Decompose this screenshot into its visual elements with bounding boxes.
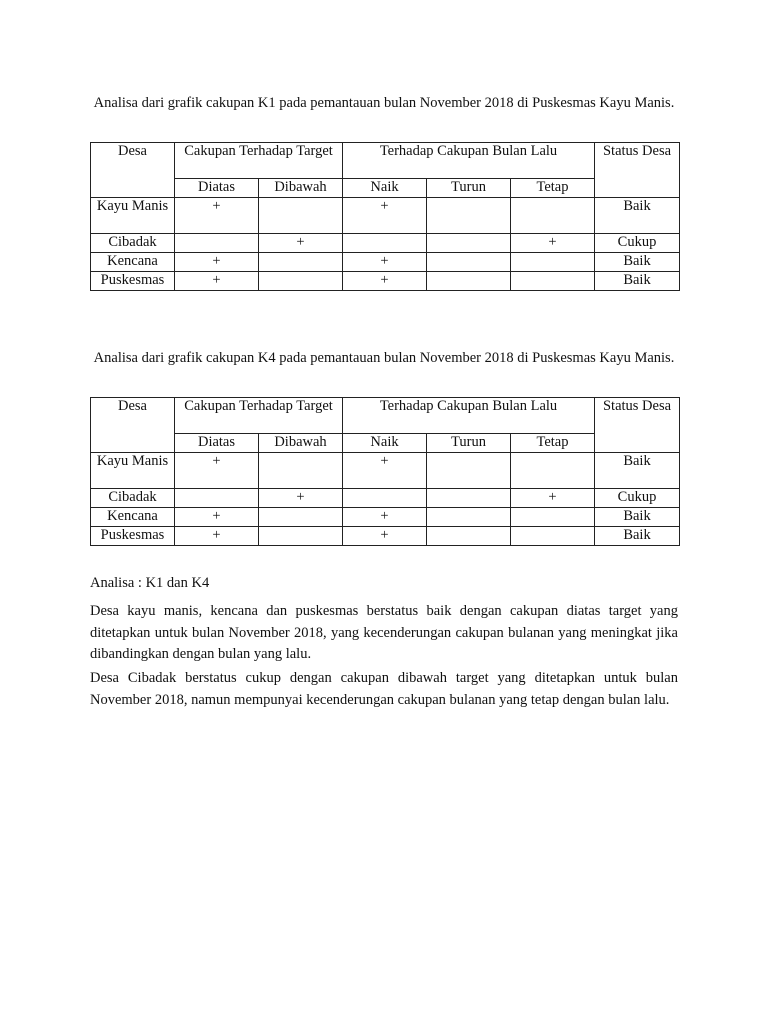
cell-naik: +	[343, 508, 427, 527]
cell-naik: +	[343, 253, 427, 272]
cell-status: Baik	[595, 253, 680, 272]
cell-desa: Puskesmas	[91, 527, 175, 546]
cell-desa: Kencana	[91, 508, 175, 527]
k1-caption: Analisa dari grafik cakupan K1 pada pemantauan bulan November 2018 di Puskesmas Kayu Manis.	[93, 95, 675, 111]
analysis-title: Analisa : K1 dan K4	[90, 575, 210, 591]
cell-tetap	[511, 253, 595, 272]
cell-desa: Cibadak	[91, 234, 175, 253]
cell-diatas: +	[175, 508, 259, 527]
cell-diatas: +	[175, 198, 259, 234]
cell-desa: Puskesmas	[91, 272, 175, 291]
header-desa: Desa	[91, 398, 175, 453]
header-turun: Turun	[427, 179, 511, 198]
header-target-group: Cakupan Terhadap Target	[175, 143, 343, 179]
cell-naik: +	[343, 272, 427, 291]
cell-status: Baik	[595, 198, 680, 234]
cell-desa: Kayu Manis	[91, 198, 175, 234]
table-row	[91, 234, 680, 253]
cell-status: Cukup	[595, 234, 680, 253]
table-row	[91, 272, 680, 291]
header-prev-group: Terhadap Cakupan Bulan Lalu	[343, 398, 595, 434]
cell-turun	[427, 253, 511, 272]
analysis-paragraph-2: Desa Cibadak berstatus cukup dengan cakupan dibawah target yang ditetapkan untuk bulan November 2018, namun mempunyai kecenderungan cakupan bulanan yang tetap dengan bulan lalu.	[90, 670, 678, 708]
k1-table	[90, 142, 680, 291]
cell-status: Cukup	[595, 489, 680, 508]
cell-tetap	[511, 527, 595, 546]
cell-turun	[427, 527, 511, 546]
table-header-row	[91, 143, 680, 179]
header-tetap: Tetap	[511, 179, 595, 198]
cell-naik: +	[343, 453, 427, 489]
cell-diatas	[175, 489, 259, 508]
cell-turun	[427, 234, 511, 253]
k4-caption: Analisa dari grafik cakupan K4 pada pemantauan bulan November 2018 di Puskesmas Kayu Manis.	[93, 350, 675, 366]
header-tetap: Tetap	[511, 434, 595, 453]
cell-turun	[427, 453, 511, 489]
cell-naik	[343, 489, 427, 508]
header-naik: Naik	[343, 434, 427, 453]
table-row	[91, 508, 680, 527]
k4-table	[90, 397, 680, 546]
header-status: Status Desa	[595, 398, 680, 453]
cell-status: Baik	[595, 508, 680, 527]
header-dibawah: Dibawah	[259, 434, 343, 453]
header-naik: Naik	[343, 179, 427, 198]
header-diatas: Diatas	[175, 179, 259, 198]
cell-naik: +	[343, 527, 427, 546]
cell-tetap: +	[511, 489, 595, 508]
table-header-row	[91, 398, 680, 434]
cell-naik: +	[343, 198, 427, 234]
cell-tetap	[511, 508, 595, 527]
cell-dibawah	[259, 272, 343, 291]
cell-status: Baik	[595, 272, 680, 291]
header-prev-group: Terhadap Cakupan Bulan Lalu	[343, 143, 595, 179]
header-turun: Turun	[427, 434, 511, 453]
cell-tetap	[511, 272, 595, 291]
cell-turun	[427, 508, 511, 527]
table-subheader-row	[91, 434, 680, 453]
header-status: Status Desa	[595, 143, 680, 198]
header-diatas: Diatas	[175, 434, 259, 453]
cell-turun	[427, 198, 511, 234]
cell-diatas: +	[175, 453, 259, 489]
header-target-group: Cakupan Terhadap Target	[175, 398, 343, 434]
cell-desa: Cibadak	[91, 489, 175, 508]
cell-status: Baik	[595, 453, 680, 489]
cell-dibawah	[259, 253, 343, 272]
table-row	[91, 489, 680, 508]
cell-dibawah: +	[259, 234, 343, 253]
cell-tetap: +	[511, 234, 595, 253]
cell-turun	[427, 489, 511, 508]
cell-desa: Kencana	[91, 253, 175, 272]
analysis-paragraph-1: Desa kayu manis, kencana dan puskesmas berstatus baik dengan cakupan diatas target yang ditetapkan untuk bulan November 2018, yang kecenderungan cakupan bulanan yang meningkat jika dibandingkan dengan bulan yang lalu.	[90, 603, 678, 662]
cell-diatas: +	[175, 272, 259, 291]
cell-diatas: +	[175, 527, 259, 546]
cell-dibawah: +	[259, 489, 343, 508]
table-row	[91, 198, 680, 234]
cell-diatas: +	[175, 253, 259, 272]
cell-tetap	[511, 198, 595, 234]
cell-desa: Kayu Manis	[91, 453, 175, 489]
header-dibawah: Dibawah	[259, 179, 343, 198]
cell-turun	[427, 272, 511, 291]
cell-tetap	[511, 453, 595, 489]
cell-dibawah	[259, 453, 343, 489]
cell-dibawah	[259, 508, 343, 527]
table-subheader-row	[91, 179, 680, 198]
table-row	[91, 453, 680, 489]
cell-diatas	[175, 234, 259, 253]
header-desa: Desa	[91, 143, 175, 198]
cell-status: Baik	[595, 527, 680, 546]
cell-dibawah	[259, 527, 343, 546]
table-row	[91, 527, 680, 546]
table-row	[91, 253, 680, 272]
cell-dibawah	[259, 198, 343, 234]
cell-naik	[343, 234, 427, 253]
